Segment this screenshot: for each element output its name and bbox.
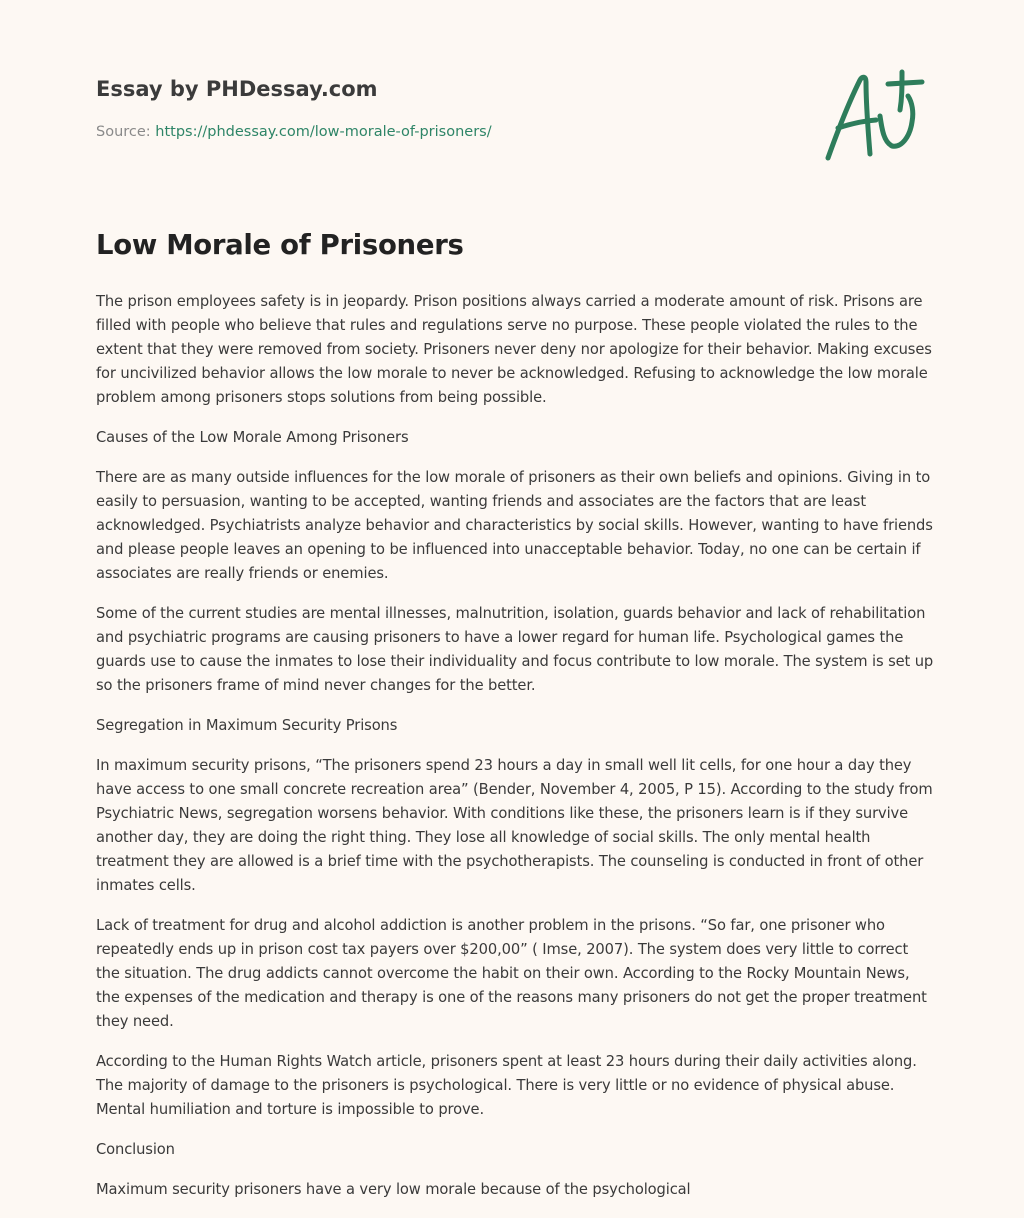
article-paragraph: The prison employees safety is in jeopardy. Prison positions always carried a moderate amount of risk. Prisons are filled with people who believe that rules and regulations serve no purpose. These people violated the rules to the extent that they were removed from society. Prisoners never deny nor apologize for their behavior. Making excuses for uncivilized behavior allows the low morale to never be acknowledged. Refusing to acknowledge the low morale problem among prisoners stops solutions from being possible. <box>96 293 932 406</box>
article <box>96 226 936 1218</box>
source-line <box>96 122 492 142</box>
article-paragraph: In maximum security prisons, “The prisoners spend 23 hours a day in small well lit cells, for one hour a day they have access to one small concrete recreation area” (Bender, November 4, 2005, P 15). According to the study from Psychiatric News, segregation worsens behavior. With conditions like these, the prisoners learn is if they survive another day, they are doing the right thing. They lose all knowledge of social skills. The only mental health treatment they are allowed is a brief time with the psychotherapists. The counseling is conducted in front of other inmates cells. <box>96 757 933 894</box>
article-paragraph: Some of the current studies are mental illnesses, malnutrition, isolation, guards behavior and lack of rehabilitation and psychiatric programs are causing prisoners to have a lower regard for human life. Psychological games the guards use to cause the inmates to lose their individuality and focus contribute to low morale. The system is set up so the prisoners frame of mind never changes for the better. <box>96 605 934 694</box>
source-link[interactable]: https://phdessay.com/low-morale-of-prisoners/ <box>155 124 492 140</box>
section-heading: Causes of the Low Morale Among Prisoners <box>96 429 409 446</box>
article-paragraph: According to the Human Rights Watch article, prisoners spent at least 23 hours during their daily activities along. The majority of damage to the prisoners is psychological. There is very little or no evidence of physical abuse. Mental humiliation and torture is impossible to prove. <box>96 1053 917 1118</box>
article-paragraph: There are as many outside influences for the low morale of prisoners as their own beliefs and opinions. Giving in to easily to persuasion, wanting to be accepted, wanting friends and associates are the factors that are least acknowledged. Psychiatrists analyze behavior and characteristics by social skills. However, wanting to have friends and please people leaves an opening to be influenced into unacceptable behavior. Today, no one can be certain if associates are really friends or enemies. <box>96 469 933 582</box>
article-title: Low Morale of Prisoners <box>96 229 464 261</box>
section-heading: Segregation in Maximum Security Prisons <box>96 717 398 734</box>
a-plus-logo-icon <box>822 68 926 164</box>
section-heading: Conclusion <box>96 1141 175 1158</box>
article-paragraph: Maximum security prisoners have a very low morale because of the psychological <box>96 1181 691 1198</box>
page-header <box>96 74 492 142</box>
site-title: Essay by PHDessay.com <box>96 77 378 101</box>
article-paragraph: Lack of treatment for drug and alcohol addiction is another problem in the prisons. “So far, one prisoner who repeatedly ends up in prison cost tax payers over $200,00” ( Imse, 2007). The system does very little to correct the situation. The drug addicts cannot overcome the habit on their own. According to the Rocky Mountain News, the expenses of the medication and therapy is one of the reasons many prisoners do not get the proper treatment they need. <box>96 917 927 1030</box>
source-label: Source: <box>96 124 151 140</box>
